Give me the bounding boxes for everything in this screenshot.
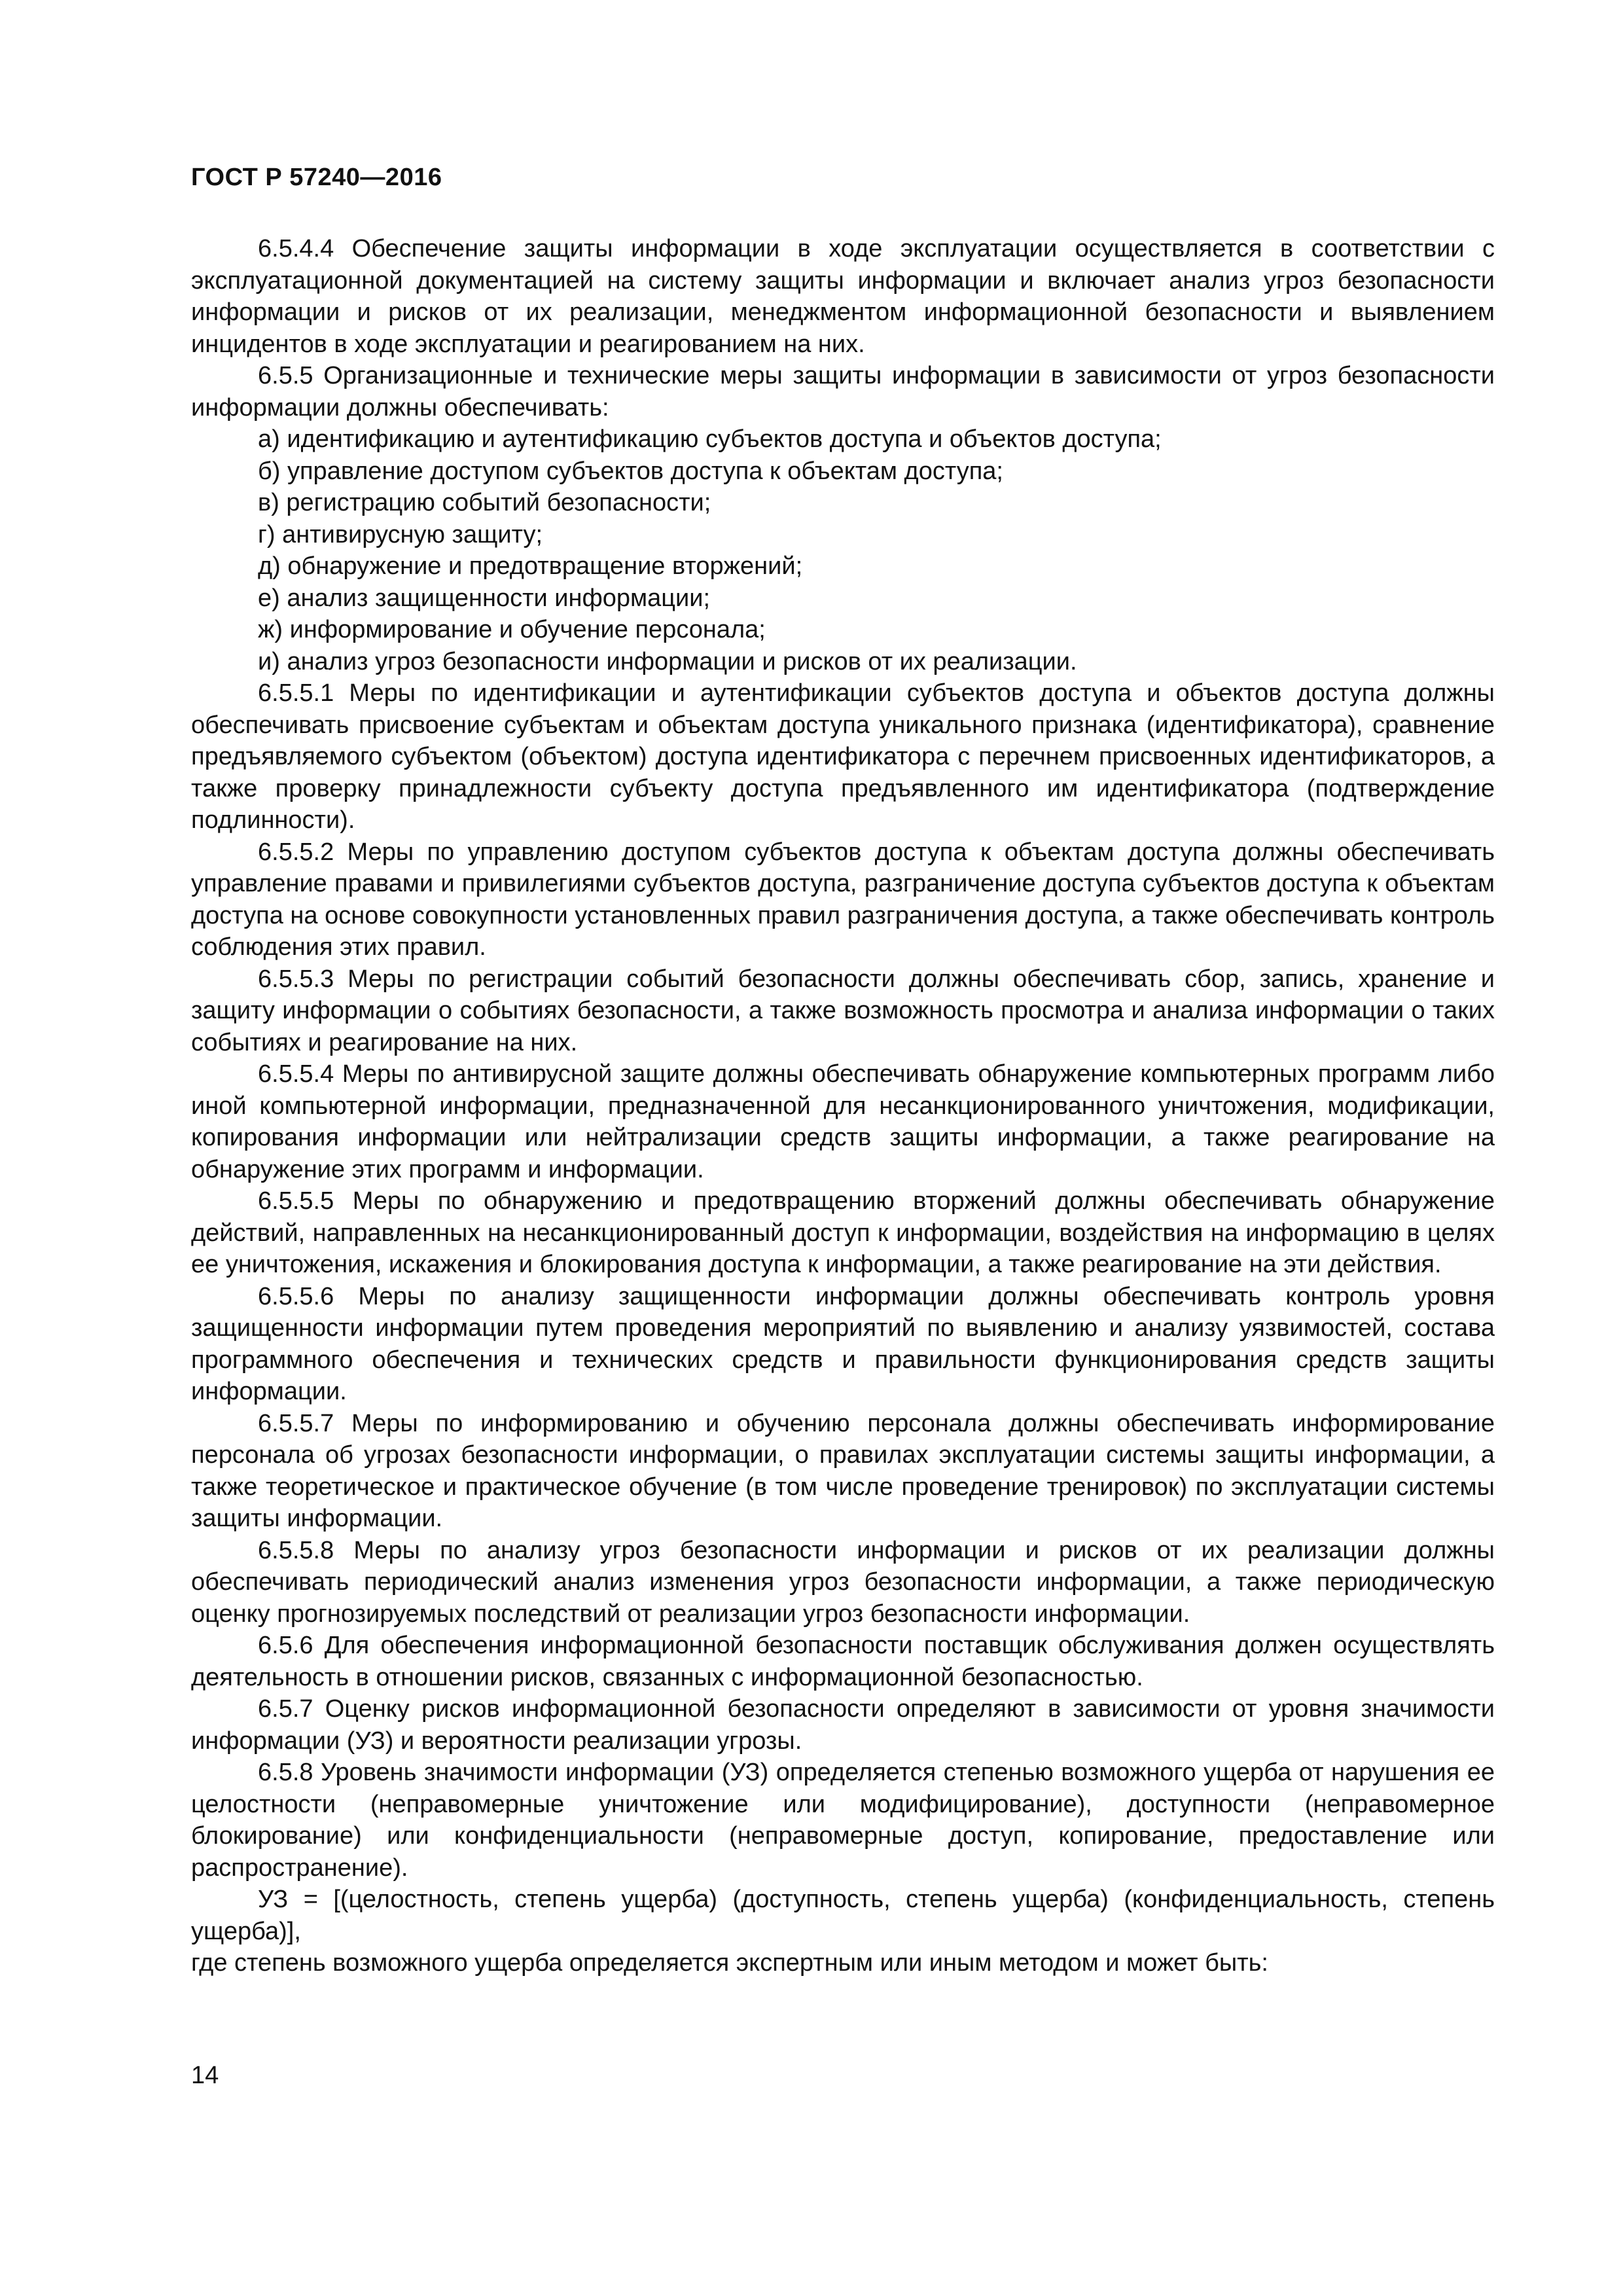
list-item: е) анализ защищенности информации; — [258, 584, 711, 612]
document-body — [191, 233, 1495, 1979]
list-item: б) управление доступом субъектов доступа к объектам доступа; — [258, 457, 1003, 485]
list-item: и) анализ угроз безопасности информации и рисков от их реализации. — [258, 647, 1077, 675]
paragraph: УЗ = [(целостность, степень ущерба) (доступность, степень ущерба) (конфиденциальность, степень ущерба)], — [191, 1886, 1495, 1945]
paragraph: 6.5.8 Уровень значимости информации (УЗ) определяется степенью возможного ущерба от нарушения ее целостности (неправомерные уничтожение или модифицирование), доступности (неправомерное блокирование) или конфиденциальности (неправомерные доступ, копирование, предоставление или распространение). — [191, 1759, 1495, 1882]
paragraph: 6.5.5.6 Меры по анализу защищенности информации должны обеспечивать контроль уровня защищенности информации путем проведения мероприятий по выявлению и анализу уязвимостей, состава программного обеспечения и технических средств и правильности функционирования средств защиты информации. — [191, 1282, 1495, 1405]
list-item: в) регистрацию событий безопасности; — [258, 489, 711, 516]
paragraph: где степень возможного ущерба определяется экспертным или иным методом и может быть: — [191, 1949, 1268, 1977]
paragraph: 6.5.5.7 Меры по информированию и обучению персонала должны обеспечивать информирование персонала об угрозах безопасности информации, о правилах эксплуатации системы защиты информации, а также теоретическое и практическое обучение (в том числе проведение тренировок) по эксплуатации системы защиты информации. — [191, 1409, 1495, 1532]
paragraph: 6.5.5.8 Меры по анализу угроз безопасности информации и рисков от их реализации должны обеспечивать периодический анализ изменения угроз безопасности информации, а также периодическую оценку прогнозируемых последствий от реализации угроз безопасности информации. — [191, 1536, 1495, 1628]
page-number: 14 — [191, 2062, 219, 2089]
list-item: г) антивирусную защиту; — [258, 520, 543, 548]
list-item: ж) информирование и обучение персонала; — [258, 616, 766, 643]
list-item: д) обнаружение и предотвращение вторжений; — [258, 552, 803, 580]
paragraph: 6.5.5.2 Меры по управлению доступом субъектов доступа к объектам доступа должны обеспечивать управление правами и привилегиями субъектов доступа, разграничение доступа субъектов доступа к объектам доступа на основе совокупности установленных правил разграничения доступа, а также обеспечивать контроль соблюдения этих правил. — [191, 838, 1495, 961]
paragraph: 6.5.5 Организационные и технические меры защиты информации в зависимости от угроз безопасности информации должны обеспечивать: — [191, 362, 1495, 422]
paragraph: 6.5.6 Для обеспечения информационной безопасности поставщик обслуживания должен осуществлять деятельность в отношении рисков, связанных с информационной безопасностью. — [191, 1632, 1495, 1691]
paragraph: 6.5.4.4 Обеспечение защиты информации в ходе эксплуатации осуществляется в соответствии с эксплуатационной документацией на систему защиты информации и включает анализ угроз безопасности информации и рисков от их реализации, менеджментом информационной безопасности и выявлением инцидентов в ходе эксплуатации и реагированием на них. — [191, 235, 1495, 358]
paragraph: 6.5.5.3 Меры по регистрации событий безопасности должны обеспечивать сбор, запись, хранение и защиту информации о событиях безопасности, а также возможность просмотра и анализа информации о таких событиях и реагирование на них. — [191, 965, 1495, 1056]
list-item: а) идентификацию и аутентификацию субъектов доступа и объектов доступа; — [258, 425, 1162, 453]
document-header: ГОСТ Р 57240—2016 — [191, 164, 442, 191]
paragraph: 6.5.7 Оценку рисков информационной безопасности определяют в зависимости от уровня значимости информации (УЗ) и вероятности реализации угрозы. — [191, 1695, 1495, 1755]
paragraph: 6.5.5.5 Меры по обнаружению и предотвращению вторжений должны обеспечивать обнаружение действий, направленных на несанкционированный доступ к информации, воздействия на информацию в целях ее уничтожения, искажения и блокирования доступа к информации, а также реагирование на эти действия. — [191, 1187, 1495, 1278]
paragraph: 6.5.5.4 Меры по антивирусной защите должны обеспечивать обнаружение компьютерных программ либо иной компьютерной информации, предназначенной для несанкционированного уничтожения, модификации, копирования информации или нейтрализации средств защиты информации, а также реагирование на обнаружение этих программ и информации. — [191, 1060, 1495, 1183]
paragraph: 6.5.5.1 Меры по идентификации и аутентификации субъектов доступа и объектов доступа должны обеспечивать присвоение субъектам и объектам доступа уникального признака (идентификатора), сравнение предъявляемого субъектом (объектом) доступа идентификатора с перечнем присвоенных идентификаторов, а также проверку принадлежности субъекту доступа предъявленного им идентификатора (подтверждение подлинности). — [191, 679, 1495, 834]
